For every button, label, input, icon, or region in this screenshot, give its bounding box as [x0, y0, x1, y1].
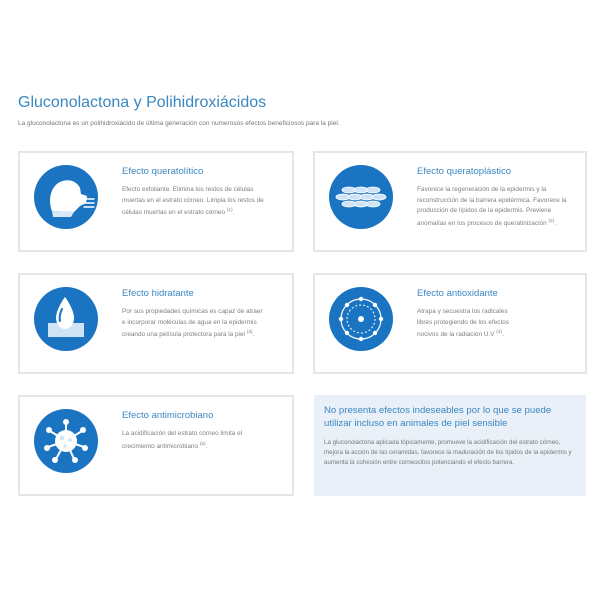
card-title: Efecto queratolítico	[122, 166, 204, 177]
card-title: Efecto antioxidante	[417, 288, 498, 299]
antioxidant-molecule-icon	[329, 287, 393, 351]
card-body: Por sus propiedades químicas es capaz de atraer e incorporar moléculas de agua en la epidermis creando una película protectora para la piel $^{(3)}$.	[122, 308, 263, 339]
card-keratoplastic	[313, 151, 587, 252]
note-body: La gluconolactona aplicada tópicamente, promueve la acidificación del estrato córneo, mejora la acción de las ceramidas, favorece la maduración de los lípidos de la epidermis y aumenta la cohesión entre corneocitos potenciando el efecto barrera.	[324, 439, 572, 467]
card-title: Efecto hidratante	[122, 288, 194, 299]
reference-number: (3)	[246, 330, 253, 336]
card-antioxidant	[313, 273, 587, 374]
card-title: Efecto queratoplástico	[417, 166, 512, 177]
reference-number: (1)	[226, 208, 233, 214]
card-antimicrobial	[18, 395, 294, 496]
note-title: No presenta efectos indeseables por lo que se puede utilizar incluso en animales de piel sensible	[324, 405, 552, 429]
page-subtitle: La gluconolactona es un polihidroxiácido de última generación con numerosos efectos beneficiosos para la piel.	[18, 120, 340, 127]
reference-number: (2)	[548, 218, 555, 224]
card-body: La acidificación del estrato córneo limita el crecimiento antimicrobiano $^{(5)}$.	[122, 430, 243, 450]
card-body: Atrapa y secuestra los radicales libres protegiendo de los efectos nocivos de la radiación U.V $^{(4)}$.	[417, 308, 510, 339]
card-body: Efecto exfoliante. Elimina los restos de células muertas en el estrato córneo. Limpia los restos de células muertas en el estrato córneo $^{(1)}$.	[122, 186, 264, 217]
card-hydrating	[18, 273, 294, 374]
skin-cells-icon	[329, 165, 393, 229]
exfoliating-mitt-icon	[34, 165, 98, 229]
hydration-drop-icon	[34, 287, 98, 351]
page-title: Gluconolactona y Polihidroxiácidos	[18, 94, 267, 111]
microbe-icon	[34, 409, 98, 473]
card-body: Favorece la regeneración de la epidermis y la reconstrucción de la barrera epidérmica. Favorece la producción de lípidos de la epidermis. Previene anomalías en los procesos de queratinización $^{(2)}$.	[417, 186, 567, 227]
card-keratolytic	[18, 151, 294, 252]
reference-number: (5)	[199, 441, 206, 447]
sensitive-skin-note	[314, 395, 586, 496]
reference-number: (4)	[496, 330, 503, 336]
card-title: Efecto antimicrobiano	[122, 410, 214, 421]
